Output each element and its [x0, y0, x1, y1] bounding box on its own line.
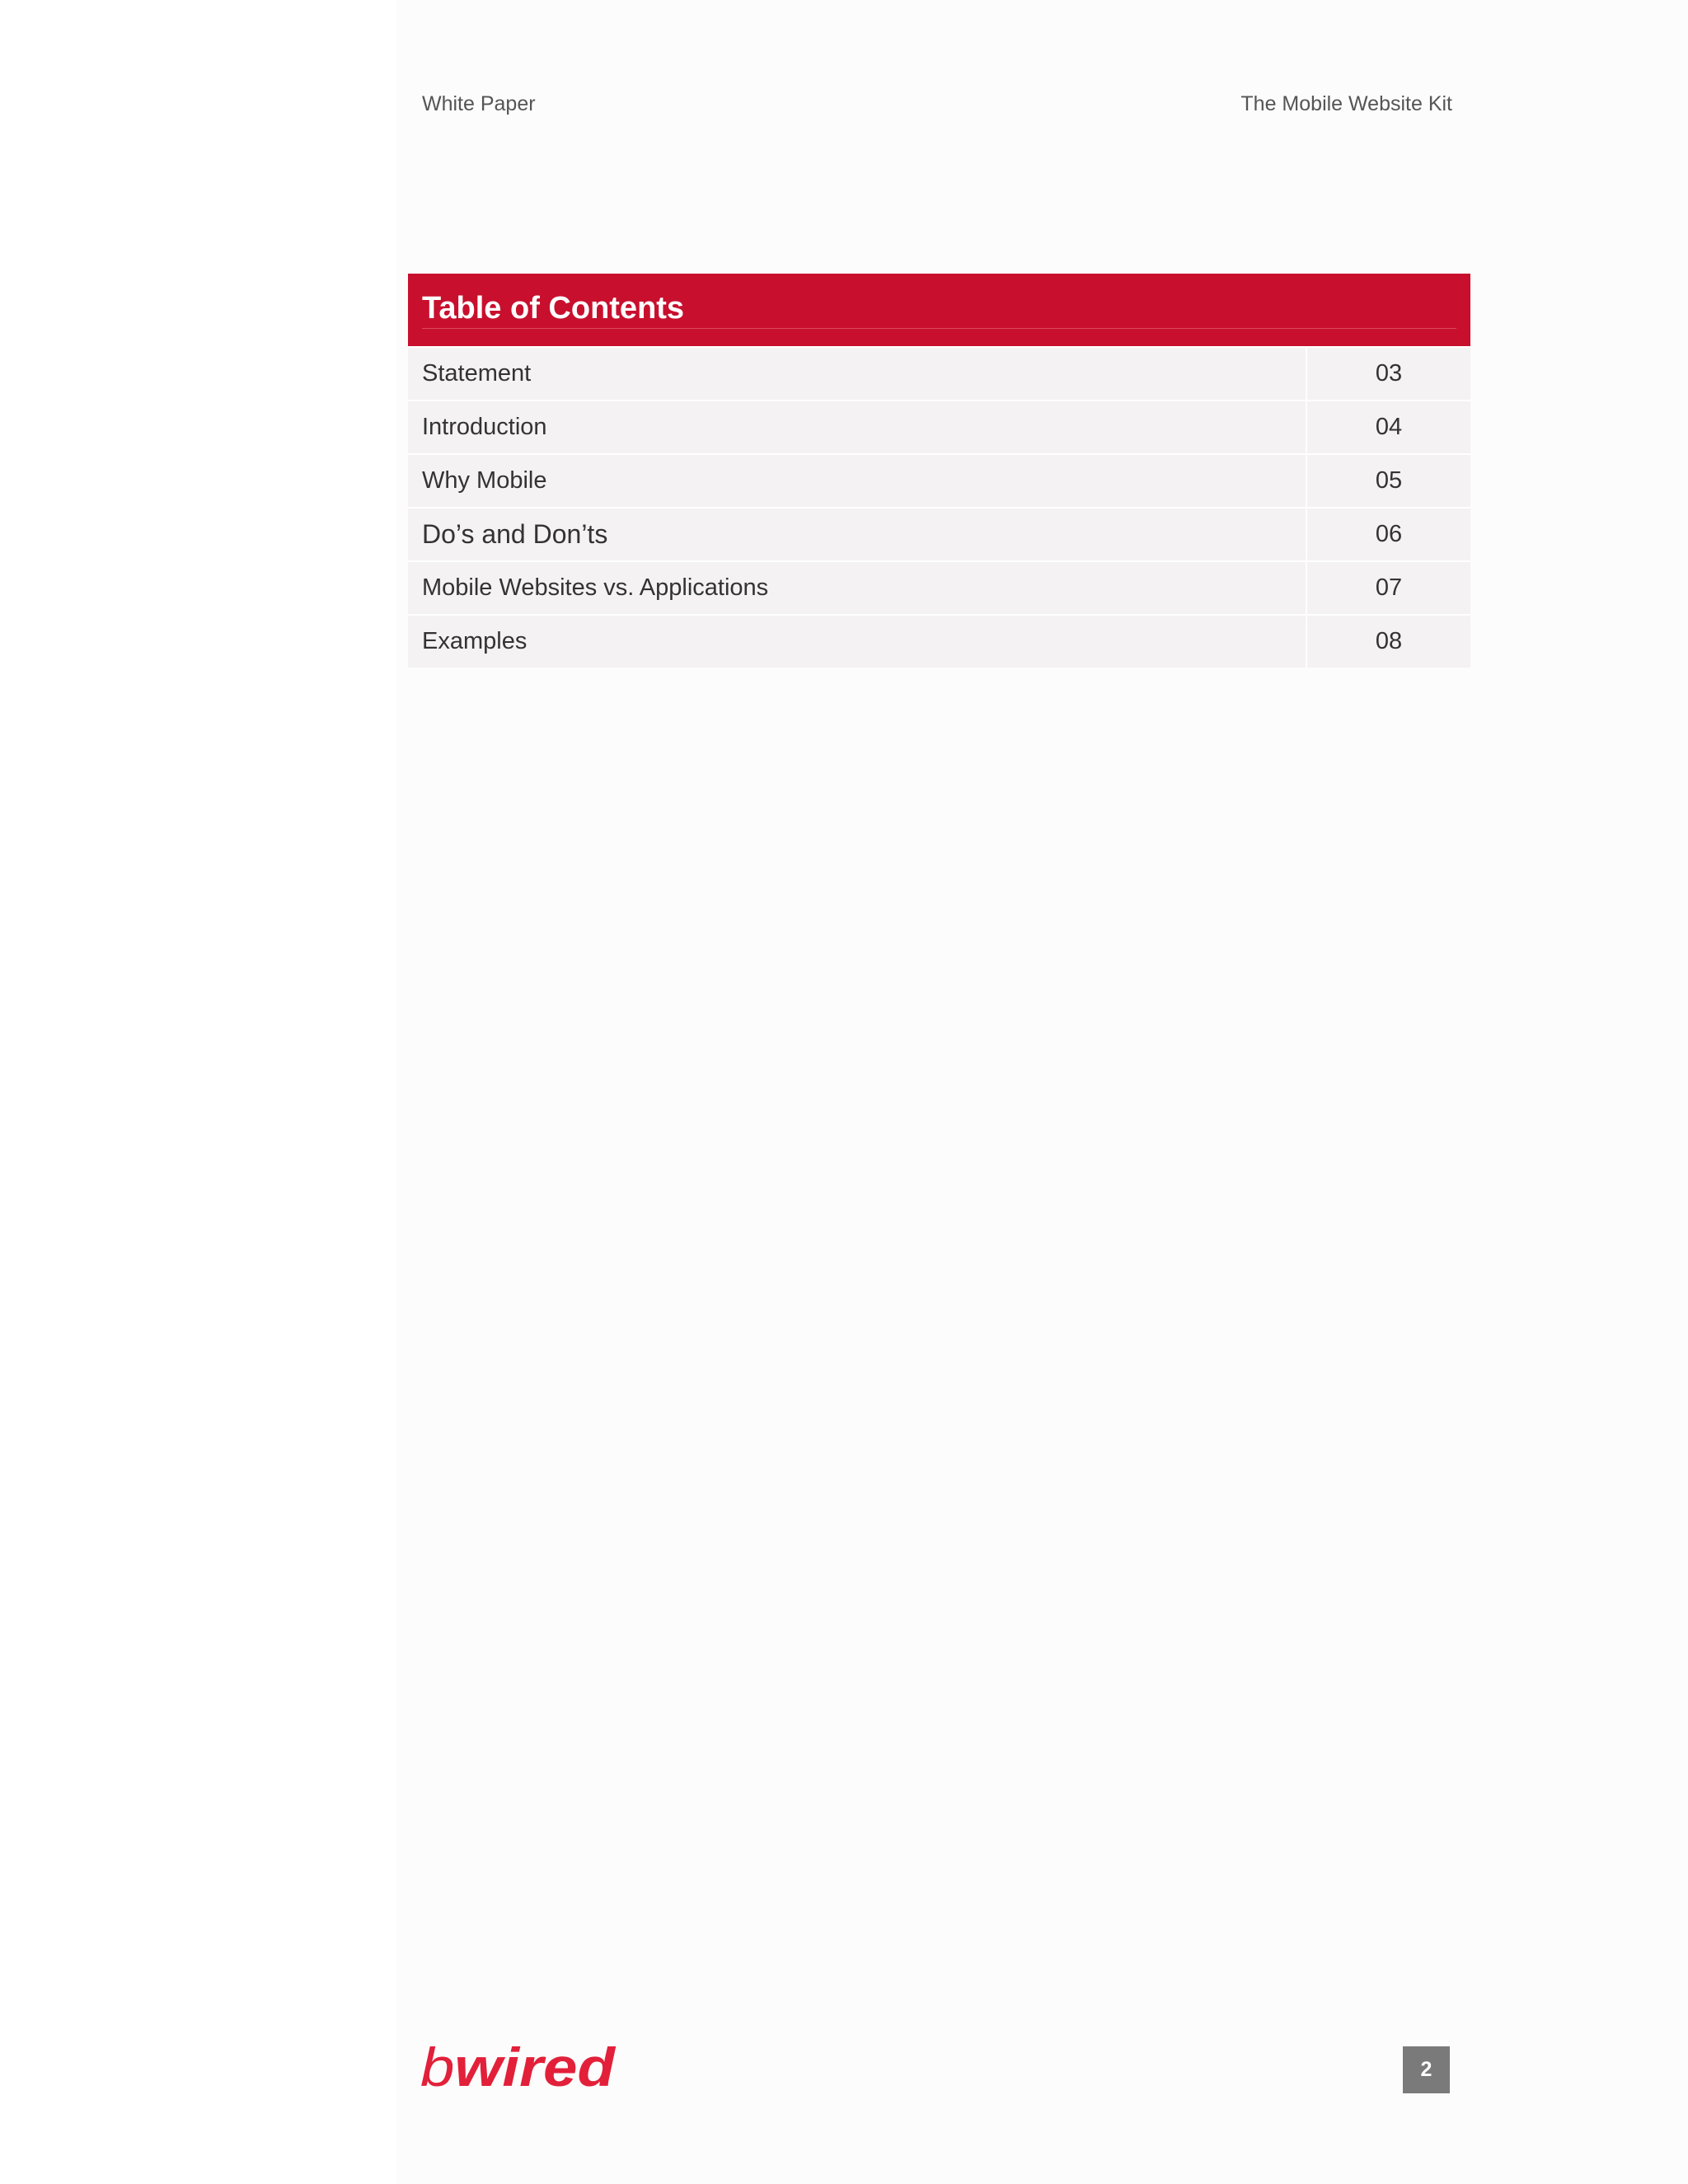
svg-text:bwired: bwired	[420, 2040, 597, 2097]
toc-row[interactable]	[408, 507, 1470, 560]
toc-row[interactable]	[408, 346, 1470, 400]
page-number-badge: 2	[1403, 2046, 1450, 2093]
toc-entry-page: 07	[1375, 574, 1403, 601]
toc-entry-label: Examples	[408, 616, 1307, 668]
toc-entry-label: Introduction	[408, 401, 1307, 453]
toc-title: Table of Contents	[422, 291, 685, 326]
header-document-type: White Paper	[422, 92, 536, 115]
toc-entry-page: 06	[1375, 521, 1403, 547]
toc-entry-page: 04	[1375, 414, 1403, 440]
toc-entry-label: Statement	[408, 348, 1307, 400]
toc-entry-label: Why Mobile	[408, 455, 1307, 507]
toc-entry-label: Do’s and Don’ts	[408, 509, 1307, 560]
toc-title-underline	[422, 328, 1456, 329]
toc-entry-page: 05	[1375, 467, 1403, 494]
toc-row[interactable]	[408, 453, 1470, 507]
table-of-contents	[408, 274, 1470, 668]
bwired-logo	[420, 2040, 618, 2097]
toc-entry-page: 08	[1375, 628, 1403, 654]
toc-row[interactable]	[408, 614, 1470, 668]
toc-row[interactable]	[408, 560, 1470, 614]
toc-row[interactable]	[408, 400, 1470, 453]
toc-header	[408, 274, 1470, 346]
toc-entry-page: 03	[1375, 360, 1403, 387]
toc-entry-label: Mobile Websites vs. Applications	[408, 562, 1307, 614]
header-document-title: The Mobile Website Kit	[1240, 92, 1452, 115]
